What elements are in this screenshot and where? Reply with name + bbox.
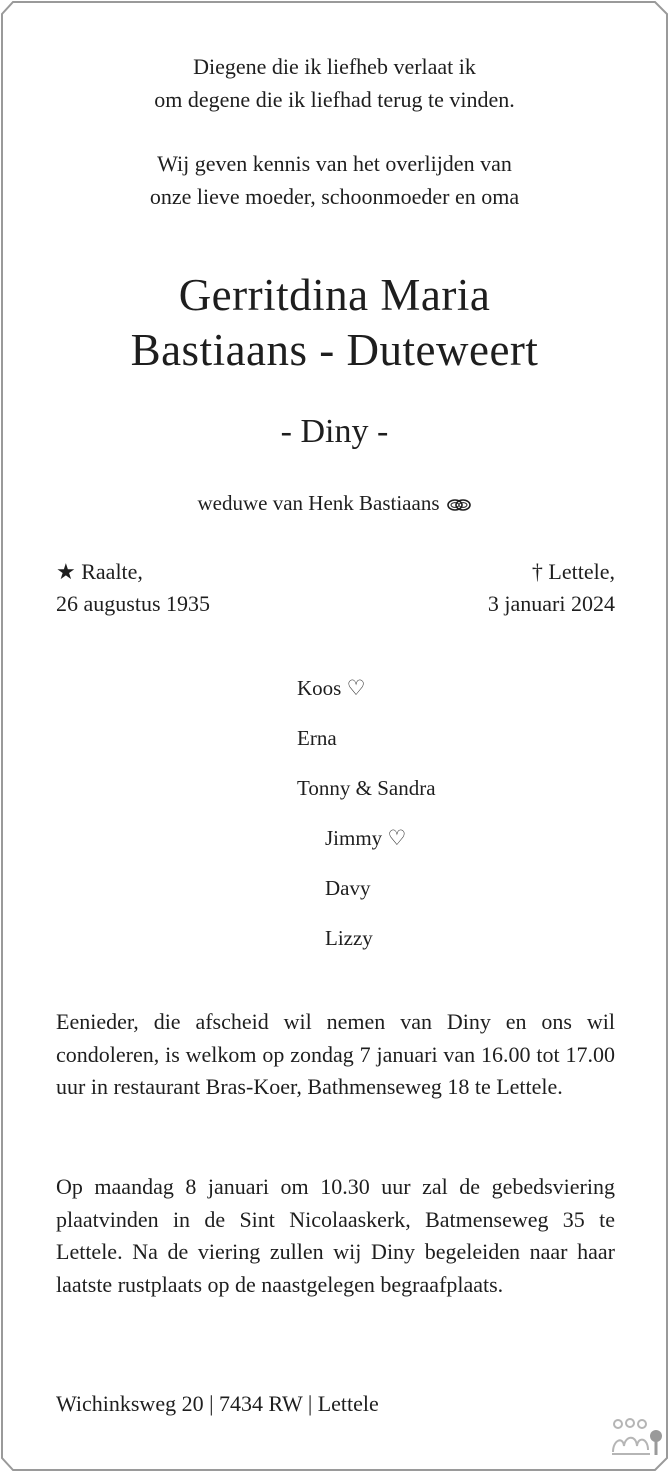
poem-line: Diegene die ik liefheb verlaat ik (193, 54, 476, 79)
widow-line (0, 488, 669, 520)
nickname: - Diny - (280, 413, 389, 450)
family-member (297, 721, 436, 771)
announcement-line: onze lieve moeder, schoonmoeder en oma (149, 184, 520, 209)
birth-info (56, 556, 210, 620)
wedding-rings-icon (446, 490, 472, 520)
name-line: Bastiaans - Duteweert (130, 325, 539, 375)
deceased-name (0, 268, 669, 378)
address: Wichinksweg 20 | 7434 RW | Lettele (56, 1391, 379, 1416)
member-name: Koos (297, 676, 342, 700)
family-member (297, 871, 436, 921)
poem-line: om degene die ik liefhad terug te vinden. (154, 87, 515, 112)
member-name: Tonny & Sandra (297, 776, 436, 800)
service-paragraph: Op maandag 8 januari om 10.30 uur zal de gebedsviering plaatvinden in de Sint Nicolaaskerk, Batmenseweg 35 te Lettele. Na de viering zullen wij Diny begeleiden naar haar laatste rustplaats op de naastgelegen begraafplaats. (56, 1174, 615, 1297)
family-member (297, 921, 436, 971)
death-date: 3 januari 2024 (487, 591, 615, 616)
death-info (488, 556, 615, 620)
announcement (0, 147, 669, 213)
widow-text: weduwe van Henk Bastiaans (197, 491, 440, 515)
announcement-line: Wij geven kennis van het overlijden van (157, 151, 512, 176)
family-list (297, 671, 436, 971)
birth-date: 26 augustus 1935 (56, 591, 210, 616)
name-line: Gerritdina Maria (178, 270, 491, 320)
family-member (297, 821, 436, 871)
death-place: Lettele, (548, 559, 615, 584)
heart-icon: ♡ (387, 826, 407, 850)
member-name: Erna (297, 726, 337, 750)
death-cross-icon: † (531, 559, 543, 584)
family-member (297, 671, 436, 721)
member-name: Lizzy (325, 926, 373, 950)
heart-icon: ♡ (346, 676, 366, 700)
member-name: Jimmy (325, 826, 383, 850)
family-member (297, 771, 436, 821)
condolence-paragraph: Eenieder, die afscheid wil nemen van Diny en ons wil condoleren, is welkom op zondag 7 januari van 16.00 tot 17.00 uur in restaurant Bras-Koer, Bathmenseweg 18 te Lettele. (56, 1009, 615, 1099)
poem (0, 50, 669, 116)
birth-star-icon: ★ (56, 559, 76, 584)
member-name: Davy (325, 876, 371, 900)
birth-place: Raalte, (81, 559, 143, 584)
family-logo-icon (610, 1418, 664, 1463)
